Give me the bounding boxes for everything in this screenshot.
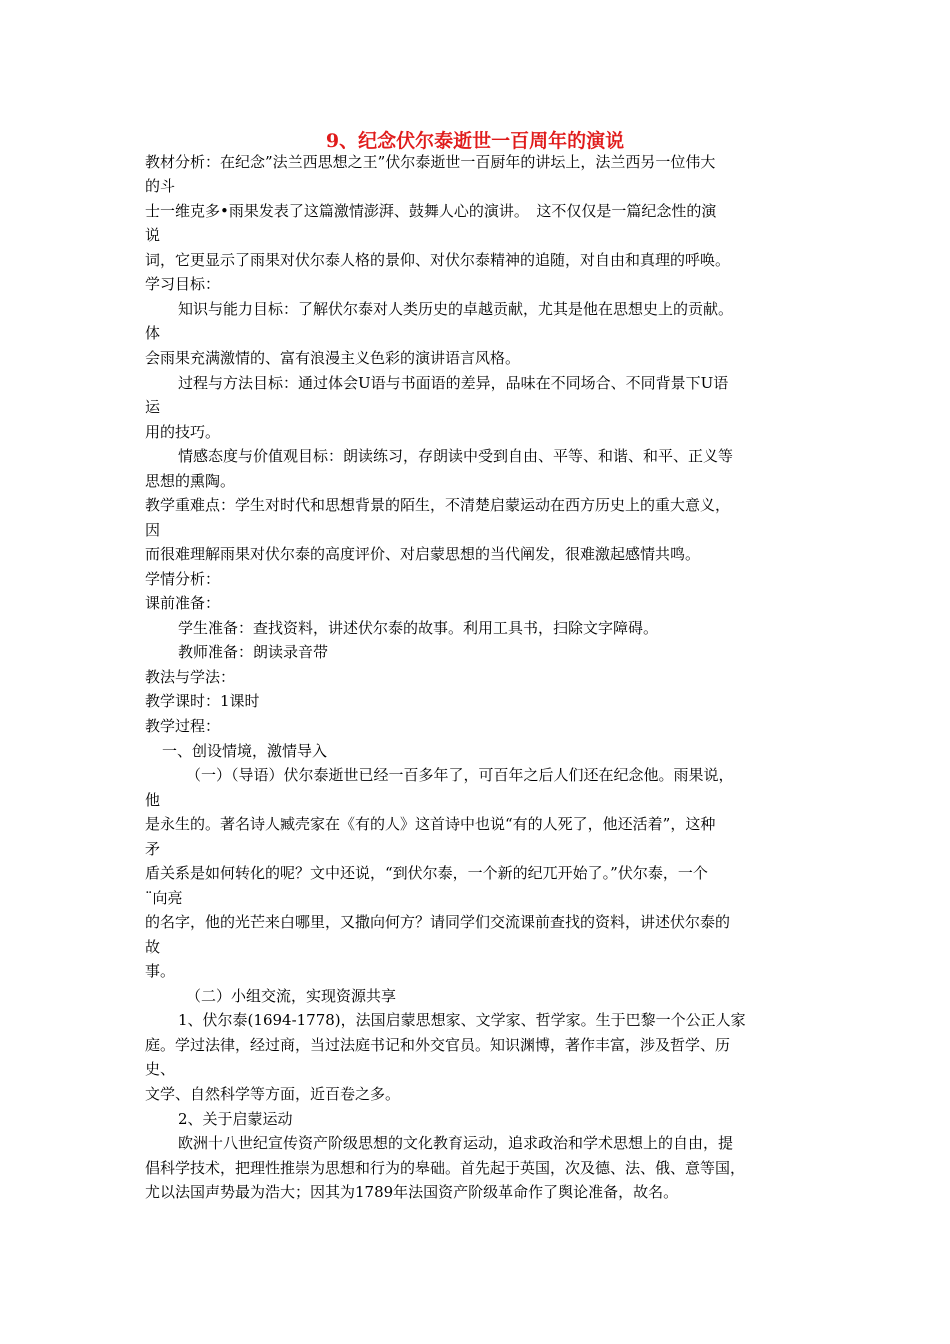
text-line: 1、伏尔泰(1694-1778)，法国启蒙思想家、文学家、哲学家。生于巴黎一个公正人家 bbox=[178, 1011, 746, 1029]
text-line: 会雨果充满激情的、富有浪漫主义色彩的演讲语言风格。 bbox=[145, 349, 521, 367]
text-line: 情感态度与价值观目标：朗读练习，存朗读中受到自由、平等、和谐、和平、正义等 bbox=[178, 447, 734, 465]
section-heading: 教法与学法： bbox=[145, 668, 236, 686]
text-line: 过程与方法目标：通过体会U语与书面语的差异，品味在不同场合、不同背景下U语 bbox=[178, 374, 729, 392]
section-heading: 课前准备： bbox=[145, 594, 221, 612]
text-line: 思想的熏陶。 bbox=[145, 472, 236, 490]
text-line: 矛 bbox=[145, 840, 161, 858]
text-line: 教学重难点：学生对时代和思想背景的陌生，不清楚启蒙运动在西方历史上的重大意义， bbox=[145, 496, 731, 514]
text-line: 事。 bbox=[145, 962, 176, 980]
text-line: 文学、自然科学等方面，近百卷之多。 bbox=[145, 1085, 401, 1103]
section-heading: 教学课时：1课时 bbox=[145, 692, 260, 710]
text-line: 因 bbox=[145, 521, 161, 539]
text-line: 的名字，他的光芒来白哪里，又撒向何方？请同学们交流课前查找的资料，讲述伏尔泰的 bbox=[145, 913, 731, 931]
section-heading: 学情分析： bbox=[145, 570, 221, 588]
text-line: （一）（导语）伏尔泰逝世已经一百多年了，可百年之后人们还在纪念他。雨果说， bbox=[186, 766, 734, 784]
text-line: 而很难理解雨果对伏尔泰的高度评价、对启蒙思想的当代阐发，很难激起感情共鸣。 bbox=[145, 545, 701, 563]
text-line: 2、关于启蒙运动 bbox=[178, 1110, 293, 1128]
text-line: 庭。学过法律，经过商，当过法庭书记和外交官员。知识渊博，著作丰富，涉及哲学、历 bbox=[145, 1036, 731, 1054]
text-line: 故 bbox=[145, 938, 161, 956]
text-line: 史、 bbox=[145, 1060, 176, 1078]
text-line: 知识与能力目标：了解伏尔泰对人类历史的卓越贡献，尤其是他在思想史上的贡献。 bbox=[178, 300, 734, 318]
text-line: 盾关系是如何转化的呢？文中还说，“到伏尔泰，一个新的纪兀开始了。”伏尔泰，一个 bbox=[145, 864, 708, 882]
text-line: 尤以法国声势最为浩大；因其为1789年法国资产阶级革命作了舆论准备，故名。 bbox=[145, 1183, 679, 1201]
text-line: 他 bbox=[145, 791, 161, 809]
text-line: 用的技巧。 bbox=[145, 423, 221, 441]
text-line: 欧洲十八世纪宣传资产阶级思想的文化教育运动，追求政治和学术思想上的自由，提 bbox=[178, 1134, 734, 1152]
document-title: 9、纪念伏尔泰逝世一百周年的演说 bbox=[325, 130, 625, 152]
text-line: 运 bbox=[145, 398, 161, 416]
text-line: 的斗 bbox=[145, 177, 176, 195]
text-line: （二）小组交流，实现资源共享 bbox=[186, 987, 397, 1005]
text-line: 体 bbox=[145, 324, 161, 342]
text-line: 说 bbox=[145, 226, 161, 244]
text-line: 教师准备：朗读录音带 bbox=[178, 643, 329, 661]
text-line: 学生准备：查找资料，讲述伏尔泰的故事。利用工具书，扫除文字障碍。 bbox=[178, 619, 659, 637]
text-line: 词，它更显示了雨果对伏尔泰人格的景仰、对伏尔泰精神的追随，对自由和真理的呼唤。 bbox=[145, 251, 731, 269]
text-line: 一、创设情境，激情导入 bbox=[162, 742, 328, 760]
section-heading: 教学过程： bbox=[145, 717, 221, 735]
text-line: ¨向亮 bbox=[145, 889, 183, 907]
text-line: 教材分析：在纪念”法兰西思想之王”伏尔泰逝世一百厨年的讲坛上，法兰西另一位伟大 bbox=[145, 153, 716, 171]
text-line: 士一维克多•雨果发表了这篇激情澎湃、鼓舞人心的演讲。 这不仅仅是一篇纪念性的演 bbox=[145, 202, 717, 220]
text-line: 是永生的。著名诗人臧壳家在《有的人》这首诗中也说“有的人死了，他还活着”，这种 bbox=[145, 815, 716, 833]
section-heading: 学习目标： bbox=[145, 275, 221, 293]
text-line: 倡科学技术，把理性推崇为思想和行为的皋础。首先起于英国，次及德、法、俄、意等国， bbox=[145, 1159, 746, 1177]
